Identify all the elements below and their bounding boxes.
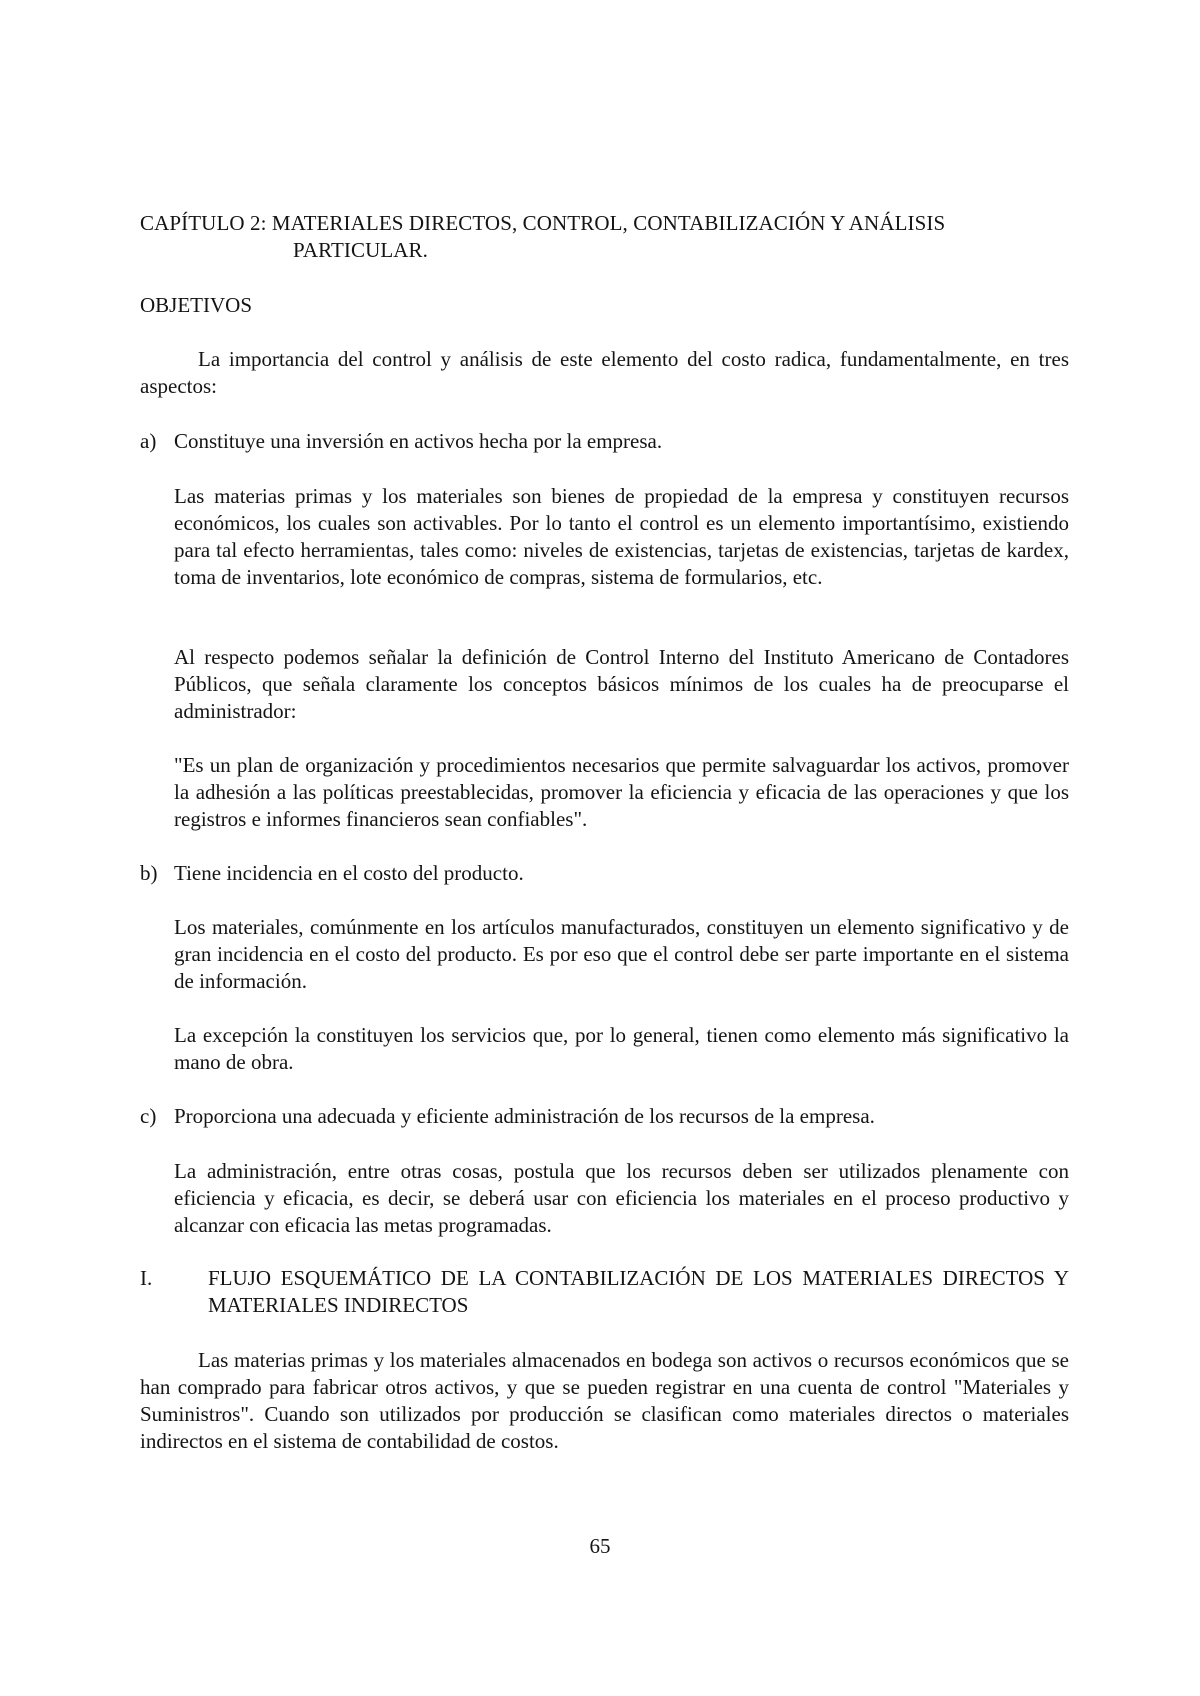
objectives-heading: OBJETIVOS [140, 293, 253, 317]
list-item-b [140, 860, 1069, 887]
item-b-paragraph-2: La excepción la constituyen los servicios que, por lo general, tienen como elemento más significativo la mano de obra. [174, 1023, 1069, 1074]
list-item-c [140, 1103, 1069, 1130]
item-b-paragraph-1: Los materiales, comúnmente en los artículos manufacturados, constituyen un elemento significativo y de gran incidencia en el costo del producto. Es por eso que el control debe ser parte importante en el sistema de información. [174, 915, 1069, 993]
section-paragraph: Las materias primas y los materiales almacenados en bodega son activos o recursos económicos que se han comprado para fabricar otros activos, y que se pueden registrar en una cuenta de control "Materiales y Suministros". Cuando son utilizados por producción se clasifican como materiales directos o materiales indirectos en el sistema de contabilidad de costos. [140, 1348, 1069, 1453]
section-title: FLUJO ESQUEMÁTICO DE LA CONTABILIZACIÓN DE LOS MATERIALES DIRECTOS Y MATERIALES INDIRECTOS [208, 1266, 1069, 1317]
list-item-a [140, 428, 1069, 455]
intro-paragraph: La importancia del control y análisis de este elemento del costo radica, fundamentalmente, en tres aspectos: [140, 347, 1069, 398]
list-item-b-text: Tiene incidencia en el costo del producto. [174, 861, 524, 885]
list-marker-c: c) [140, 1104, 157, 1128]
section-number: I. [140, 1266, 153, 1290]
item-a-quote-paragraph: "Es un plan de organización y procedimientos necesarios que permite salvaguardar los activos, promover la adhesión a las políticas preestablecidas, promover la eficiencia y eficacia de las operaciones y que los registros e informes financieros sean confiables". [174, 753, 1069, 831]
list-item-c-text: Proporciona una adecuada y eficiente administración de los recursos de la empresa. [174, 1104, 875, 1128]
chapter-title-line-1: CAPÍTULO 2: MATERIALES DIRECTOS, CONTROL, CONTABILIZACIÓN Y ANÁLISIS [140, 211, 946, 235]
chapter-title [140, 210, 1080, 264]
item-a-paragraph-1: Las materias primas y los materiales son bienes de propiedad de la empresa y constituyen recursos económicos, los cuales son activables. Por lo tanto el control es un elemento importantísimo, existiendo para tal efecto herramientas, tales como: niveles de existencias, tarjetas de existencias, tarjetas de kardex, toma de inventarios, lote económico de compras, sistema de formularios, etc. [174, 484, 1069, 589]
item-c-paragraph-1: La administración, entre otras cosas, postula que los recursos deben ser utilizados plenamente con eficiencia y eficacia, es decir, se deberá usar con eficiencia los materiales en el proceso productivo y alcanzar con eficacia las metas programadas. [174, 1159, 1069, 1237]
list-item-a-text: Constituye una inversión en activos hecha por la empresa. [174, 429, 663, 453]
chapter-title-line-2: PARTICULAR. [293, 238, 429, 262]
item-a-paragraph-2: Al respecto podemos señalar la definición de Control Interno del Instituto Americano de Contadores Públicos, que señala claramente los conceptos básicos mínimos de los cuales ha de preocuparse el administrador: [174, 645, 1069, 723]
list-marker-a: a) [140, 429, 157, 453]
page-number: 65 [589, 1534, 611, 1558]
section-heading [140, 1265, 1069, 1319]
list-marker-b: b) [140, 861, 158, 885]
